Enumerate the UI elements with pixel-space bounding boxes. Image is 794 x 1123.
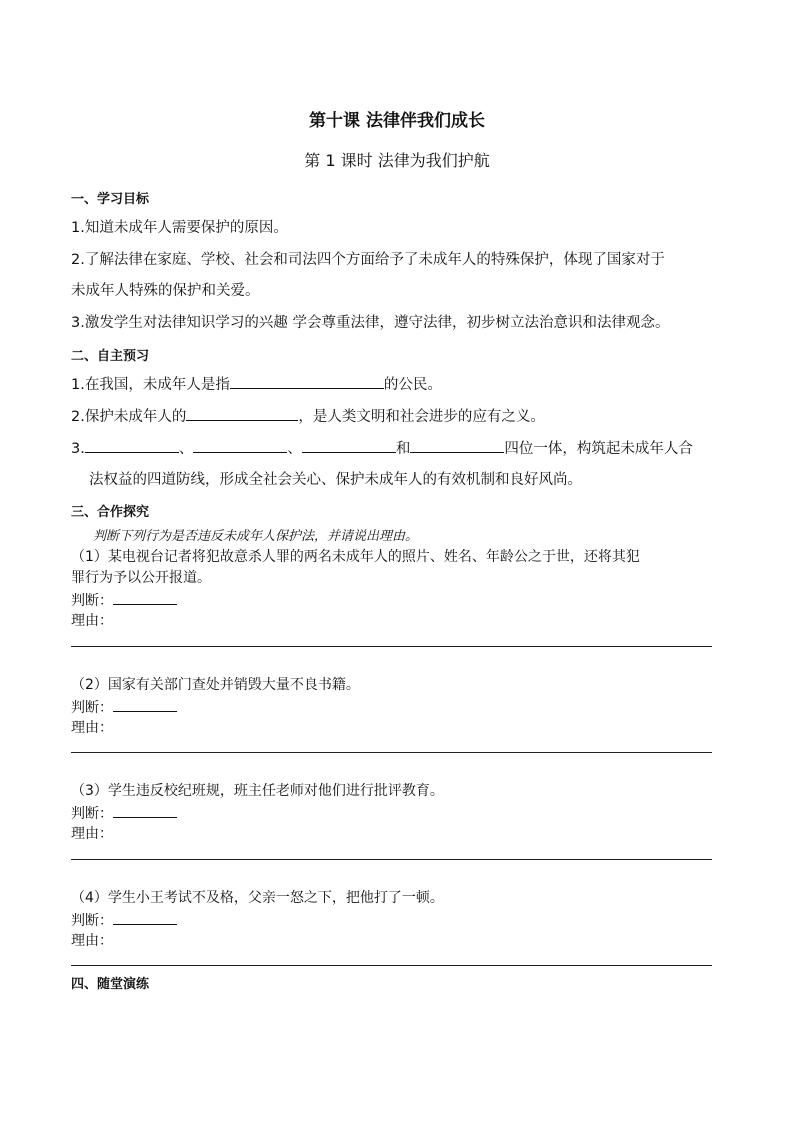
case-3-reason-label: 理由： [71,826,113,842]
section-heading-preview: 二、自主预习 [71,349,150,364]
case-4-answer-line[interactable] [71,965,712,966]
preview-q1 [71,373,442,394]
preview-q3-suffix: 四位一体，构筑起未成年人合 [504,441,693,457]
preview-q1-prefix: 1.在我国，未成年人是指 [71,377,230,393]
case-3-judge [71,802,177,823]
case-4-line1: （4）学生小王考试不及格，父亲一怒之下，把他打了一顿。 [71,890,444,906]
lesson-subtitle: 第 1 课时 法律为我们护航 [304,151,490,170]
section-heading-practice: 四、随堂演练 [71,977,150,992]
case-1-judge [71,589,177,610]
case-2-judge [71,696,177,717]
preview-q3-sep-2: 、 [287,441,302,457]
case-3-answer-line[interactable] [71,859,712,860]
explore-instruction: 判断下列行为是否违反未成年人保护法，并请说出理由。 [93,529,419,544]
preview-q3-line2: 法权益的四道防线，形成全社会关心、保护未成年人的有效机制和良好风尚。 [89,472,582,488]
preview-q2-suffix: ，是人类文明和社会进步的应有之义。 [298,409,545,425]
preview-q3-blank-3[interactable] [302,437,396,453]
preview-q1-suffix: 的公民。 [383,377,442,393]
preview-q3-blank-4[interactable] [410,437,504,453]
goal-item-2-line2: 未成年人特殊的保护和关爱。 [71,283,260,299]
case-1-line1: （1）某电视台记者将犯故意杀人罪的两名未成年人的照片、姓名、年龄公之于世，还将其犯 [71,549,640,565]
preview-q3 [71,437,693,458]
case-4-reason-label: 理由： [71,933,113,949]
judge-label: 判断： [71,913,113,929]
case-1-answer-line[interactable] [71,646,712,647]
preview-q2-blank[interactable] [186,405,298,421]
case-4-judge [71,909,177,930]
judge-label: 判断： [71,700,113,716]
judge-label: 判断： [71,806,113,822]
case-3-line1: （3）学生违反校纪班规，班主任老师对他们进行批评教育。 [71,783,444,799]
case-2-reason-label: 理由： [71,720,113,736]
preview-q3-blank-2[interactable] [193,437,287,453]
preview-q2-prefix: 2.保护未成年人的 [71,409,187,425]
preview-q3-sep-3: 和 [395,441,411,457]
goal-item-1: 1.知道未成年人需要保护的原因。 [71,220,288,236]
section-heading-explore: 三、合作探究 [71,505,150,520]
case-3-judge-blank[interactable] [113,802,177,818]
preview-q1-blank[interactable] [230,373,384,389]
goal-item-2-line1: 2.了解法律在家庭、学校、社会和司法四个方面给予了未成年人的特殊保护，体现了国家对于 [71,252,665,268]
case-1-judge-blank[interactable] [113,589,177,605]
judge-label: 判断： [71,593,113,609]
case-2-line1: （2）国家有关部门查处并销毁大量不良书籍。 [71,677,360,693]
case-2-judge-blank[interactable] [113,696,177,712]
case-1-line2: 罪行为予以公开报道。 [71,570,211,586]
goal-item-3: 3.激发学生对法律知识学习的兴趣 学会尊重法律，遵守法律，初步树立法治意识和法律观念。 [71,315,670,331]
case-1-reason-label: 理由： [71,613,113,629]
lesson-title: 第十课 法律伴我们成长 [309,111,485,131]
preview-q3-number: 3. [71,441,85,457]
preview-q3-blank-1[interactable] [85,437,179,453]
case-2-answer-line[interactable] [71,752,712,753]
preview-q2 [71,405,545,426]
case-4-judge-blank[interactable] [113,909,177,925]
section-heading-goals: 一、学习目标 [71,192,150,207]
preview-q3-sep-1: 、 [178,441,194,457]
